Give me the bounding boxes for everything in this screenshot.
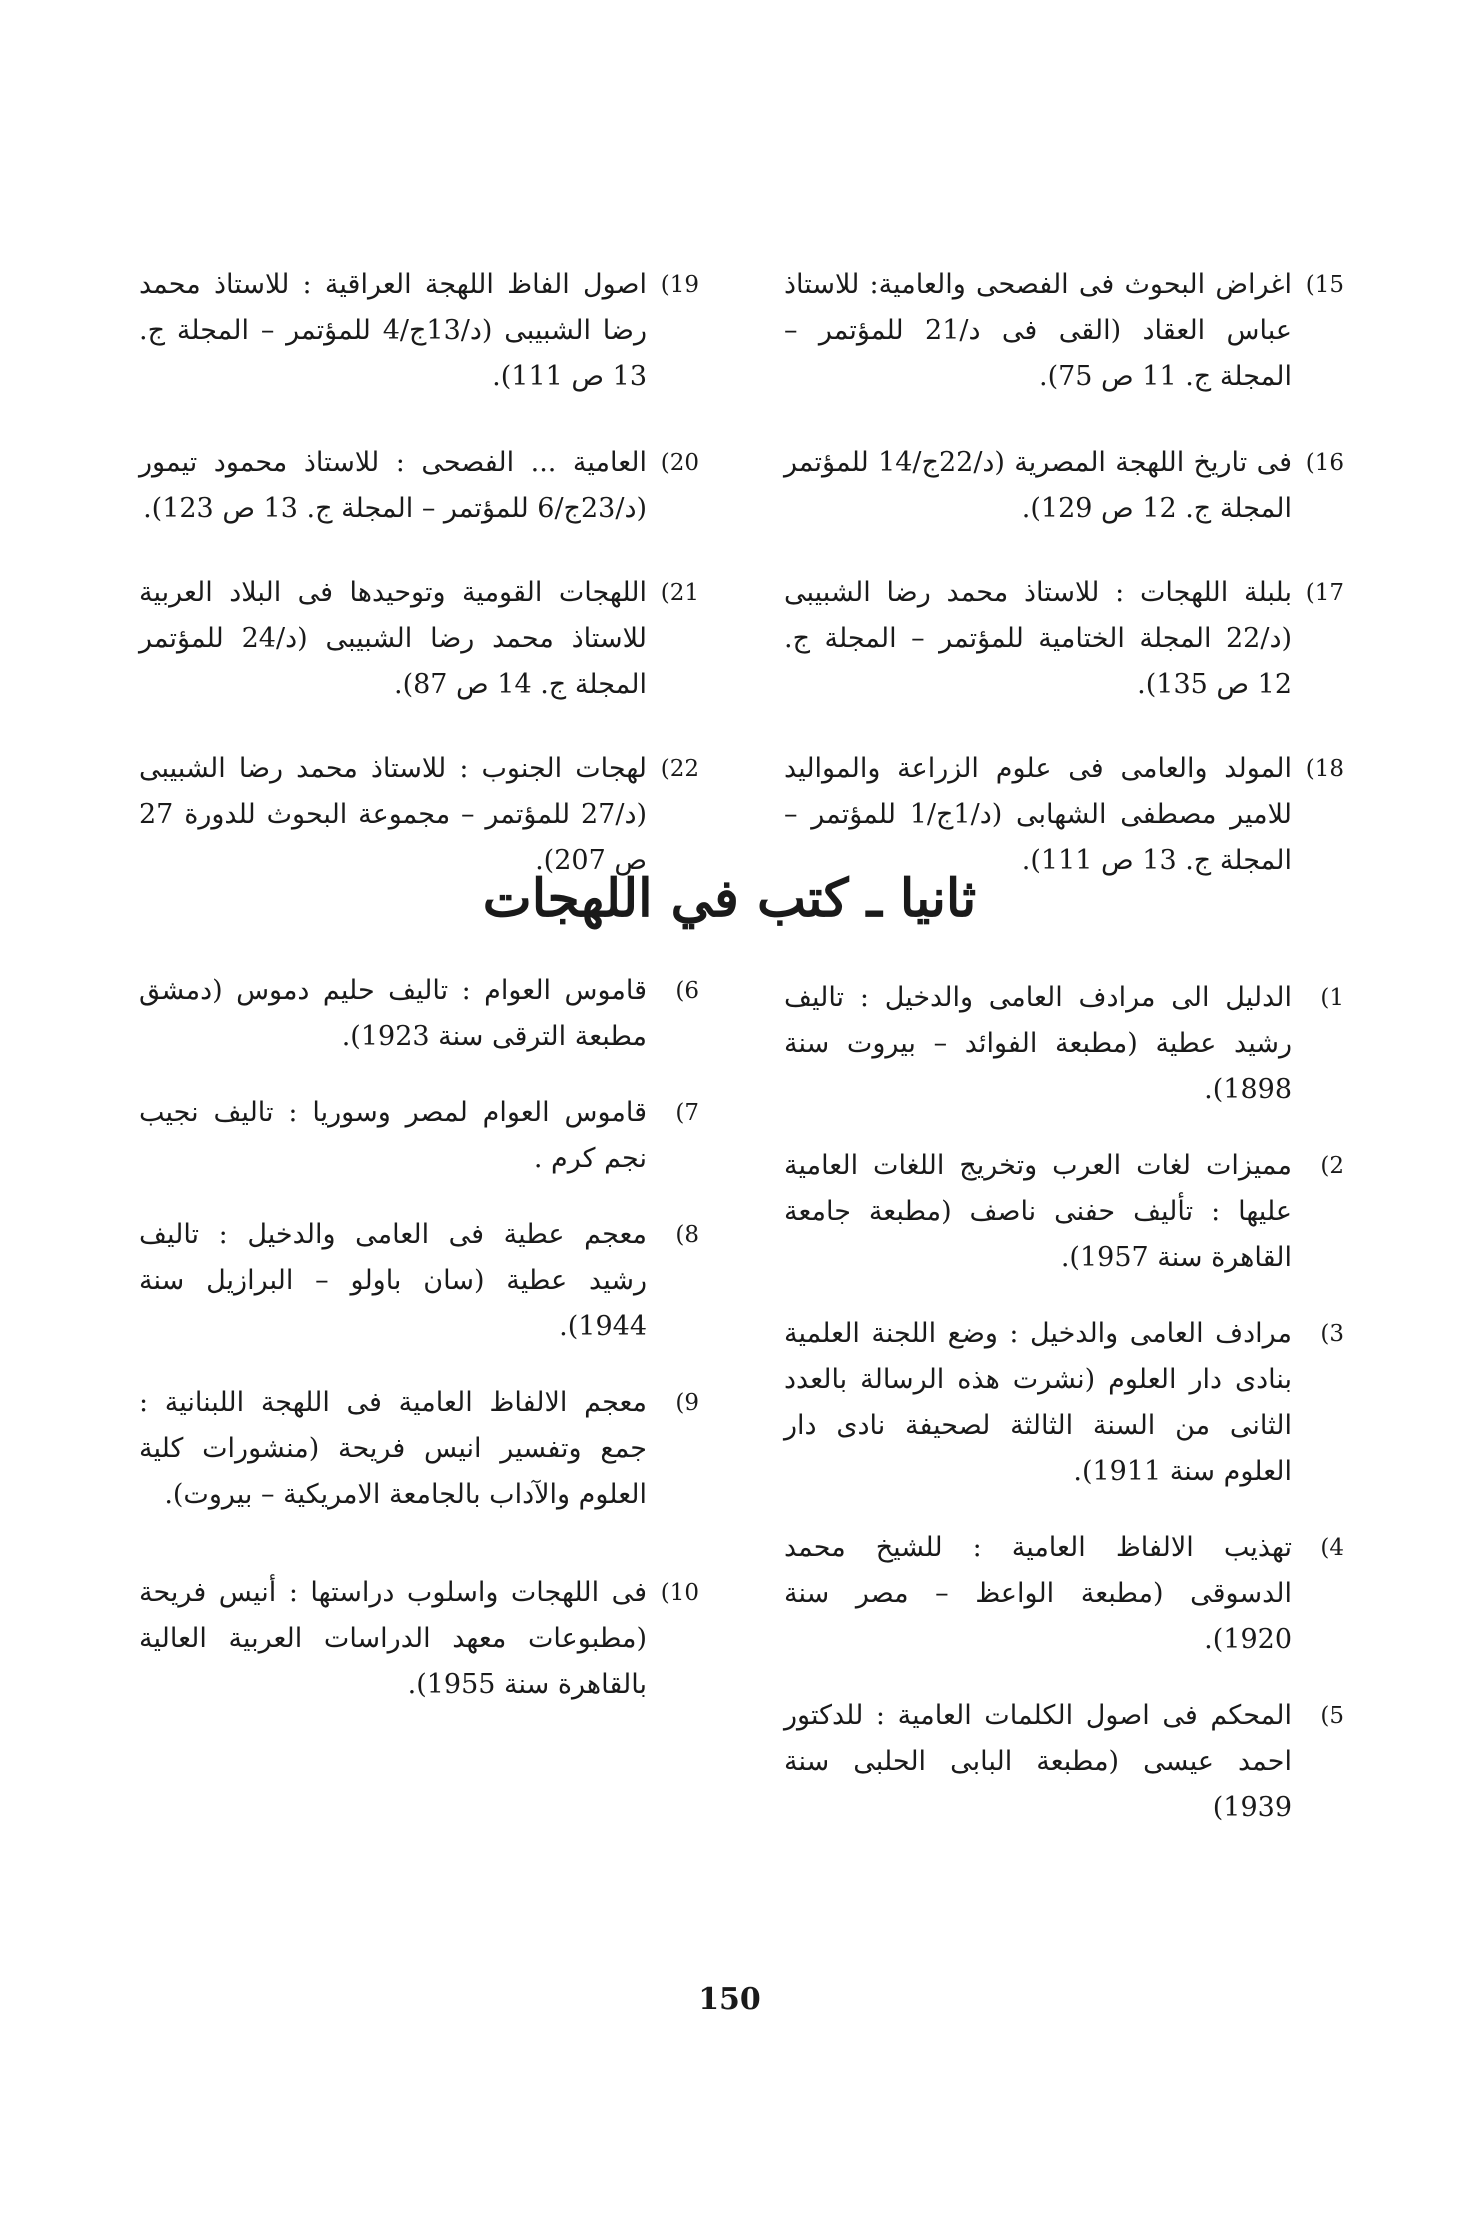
section2-right-column (784, 975, 1344, 1861)
section1-right-column (784, 262, 1344, 884)
section1-left-column (139, 262, 699, 884)
entry-number: 9) (675, 1390, 699, 1416)
bibliography-entry (784, 746, 1344, 884)
entry-number: 4) (1320, 1535, 1344, 1561)
entry-text: لهجات الجنوب : للاستاذ محمد رضا الشبيبى (د/27 للمؤتمر – مجموعة البحوث للدورة 27 ص 207). (139, 753, 647, 876)
entry-number: 8) (675, 1222, 699, 1248)
entry-text: المحكم فى اصول الكلمات العامية : للدكتور احمد عيسى (مطبعة البابى الحلبى سنة 1939) (784, 1700, 1292, 1823)
bibliography-entry (139, 1570, 699, 1708)
entry-number: 16) (1305, 450, 1344, 476)
entry-text: قاموس العوام : تاليف حليم دموس (دمشق مطبعة الترقى سنة 1923). (139, 975, 647, 1052)
bibliography-entry (139, 1090, 699, 1182)
entry-text: معجم عطية فى العامى والدخيل : تاليف رشيد عطية (سان باولو – البرازيل سنة 1944). (139, 1219, 647, 1342)
bibliography-entry (784, 975, 1344, 1113)
bibliography-entry (784, 1525, 1344, 1663)
entry-number: 6) (675, 978, 699, 1004)
bibliography-entry (784, 570, 1344, 708)
section-heading: ثانيا ـ كتب في اللهجات (482, 868, 977, 929)
entry-number: 5) (1320, 1703, 1344, 1729)
entry-number: 3) (1320, 1321, 1344, 1347)
bibliography-entry (139, 570, 699, 708)
entry-text: اصول الفاظ اللهجة العراقية : للاستاذ محمد رضا الشبيبى (د/13ج/4 للمؤتمر – المجلة ج. 13 ص 111). (139, 269, 647, 392)
entry-text: اغراض البحوث فى الفصحى والعامية: للاستاذ عباس العقاد (القى فى د/21 للمؤتمر – المجلة ج. 11 ص 75). (784, 269, 1292, 392)
entry-number: 22) (660, 756, 699, 782)
entry-number: 17) (1305, 580, 1344, 606)
bibliography-entry (139, 1380, 699, 1518)
entry-number: 18) (1305, 756, 1344, 782)
entry-number: 19) (660, 272, 699, 298)
entry-text: فى اللهجات واسلوب دراستها : أنيس فريحة (مطبوعات معهد الدراسات العربية العالية بالقاهرة سنة 1955). (139, 1577, 647, 1700)
entry-text: فى تاريخ اللهجة المصرية (د/22ج/14 للمؤتمر المجلة ج. 12 ص 129). (784, 447, 1292, 524)
bibliography-entry (139, 262, 699, 400)
bibliography-entry (139, 968, 699, 1060)
bibliography-entry (139, 1212, 699, 1350)
bibliography-entry (139, 440, 699, 532)
entry-text: اللهجات القومية وتوحيدها فى البلاد العربية للاستاذ محمد رضا الشبيبى (د/24 للمؤتمر المجلة ج. 14 ص 87). (139, 577, 648, 700)
entry-number: 10) (660, 1580, 699, 1606)
bibliography-entry (139, 746, 699, 884)
entry-text: العامية ... الفصحى : للاستاذ محمود تيمور (د/23ج/6 للمؤتمر – المجلة ج. 13 ص 123). (139, 447, 647, 524)
entry-number: 21) (660, 580, 699, 606)
bibliography-entry (784, 1143, 1344, 1281)
entry-text: بلبلة اللهجات : للاستاذ محمد رضا الشبيبى (د/22 المجلة الختامية للمؤتمر – المجلة ج. 12 ص 135). (784, 577, 1292, 700)
entry-text: الدليل الى مرادف العامى والدخيل : تاليف رشيد عطية (مطبعة الفوائد – بيروت سنة 1898). (784, 982, 1292, 1105)
entry-number: 2) (1320, 1153, 1344, 1179)
entry-number: 1) (1320, 985, 1344, 1011)
bibliography-entry (784, 1693, 1344, 1831)
entry-text: قاموس العوام لمصر وسوريا : تاليف نجيب نجم كرم . (139, 1097, 647, 1174)
page-number: 150 (698, 1982, 761, 2017)
entry-text: معجم الالفاظ العامية فى اللهجة اللبنانية : جمع وتفسير انيس فريحة (منشورات كلية العلوم والآداب بالجامعة الامريكية – بيروت). (139, 1387, 647, 1510)
bibliography-entry (784, 262, 1344, 400)
entry-text: تهذيب الالفاظ العامية : للشيخ محمد الدسوقى (مطبعة الواعظ – مصر سنة 1920). (784, 1532, 1292, 1655)
bibliography-entry (784, 440, 1344, 532)
entry-text: المولد والعامى فى علوم الزراعة والمواليد للامير مصطفى الشهابى (د/1ج/1 للمؤتمر – المجلة ج. 13 ص 111). (784, 753, 1292, 876)
entry-number: 20) (660, 450, 699, 476)
entry-number: 15) (1305, 272, 1344, 298)
entry-text: مرادف العامى والدخيل : وضع اللجنة العلمية بنادى دار العلوم (نشرت هذه الرسالة بالعدد الثانى من السنة الثالثة لصحيفة نادى دار العلوم سنة 1911). (784, 1318, 1292, 1487)
section2-left-column (139, 968, 699, 1738)
bibliography-entry (784, 1311, 1344, 1495)
entry-number: 7) (675, 1100, 699, 1126)
entry-text: مميزات لغات العرب وتخريج اللغات العامية عليها : تأليف حفنى ناصف (مطبعة جامعة القاهرة سنة 1957). (784, 1150, 1292, 1273)
